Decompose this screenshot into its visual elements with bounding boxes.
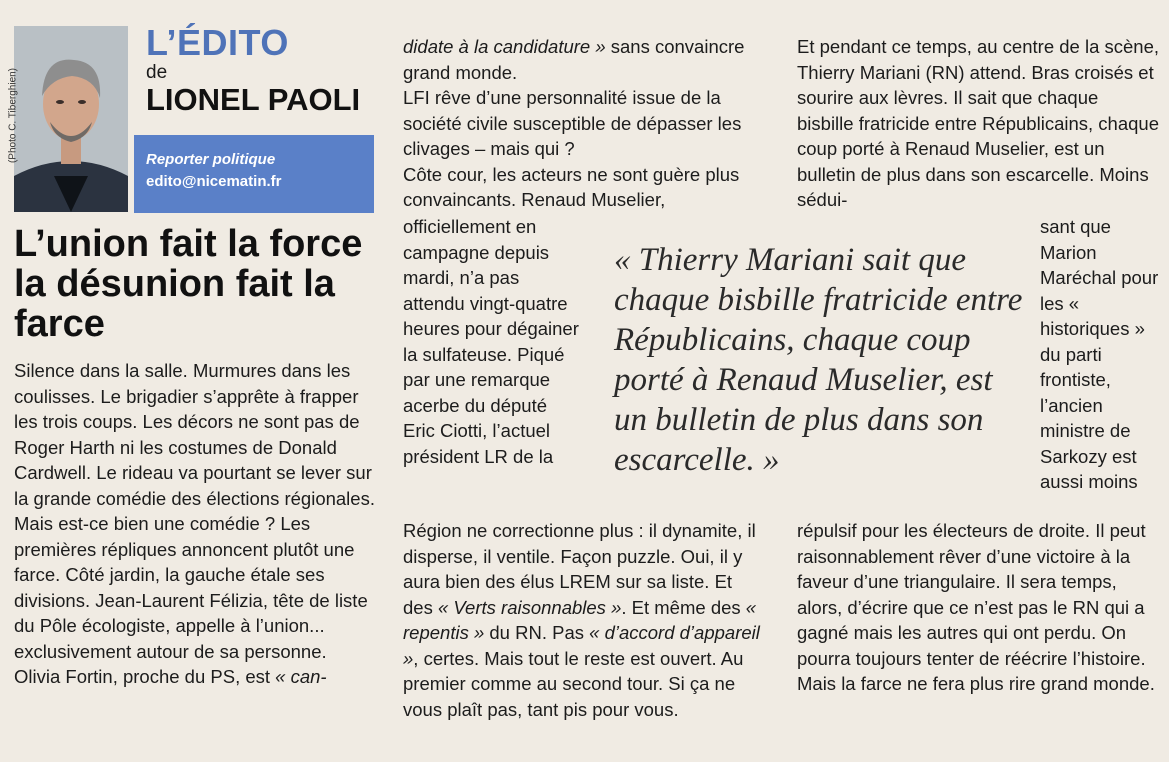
col2-p4-c: du RN. Pas — [484, 622, 590, 643]
col1-paragraph-1: Silence dans la salle. Murmures dans les coulisses. Le brigadier s’apprête à frapper les trois coups. Les décors ne sont pas de Roger Harth ni les costumes de Donald Cardwell. Le rideau va pourtant se lever sur la grande comédie des élections régionales. Mais est-ce bien une comédie ? Les premières répliques annoncent plutôt une farce. Côté jardin, la gauche étale ses divisions. Jean-Laurent Félizia, tête de liste du Pôle écologiste, appelle à l’union... exclusivement autour de sa personne. — [14, 360, 375, 662]
article-headline: L’union fait la force la désunion fait la farce — [14, 223, 363, 345]
section-title: L’ÉDITO — [146, 22, 289, 63]
col1-p2-text: Olivia Fortin, proche du PS, est — [14, 666, 276, 687]
col2-p4-b: . Et même des — [621, 596, 746, 618]
author-role: Reporter politique — [146, 151, 276, 168]
col2-p4-a: Région ne correctionne plus : il dynamite, il disperse, il ventile. Façon puzzle. Oui, il y aura bien des élus LREM sur sa liste. Et des — [403, 520, 756, 618]
col2-p4-d: , certes. Mais tout le reste est ouvert. Au premier comme au second tour. Si ça ne vous plaît pas, tant pis pour vous. — [403, 647, 744, 720]
author-name: LIONEL PAOLI — [146, 82, 361, 117]
col3-bottom-text: répulsif pour les électeurs de droite. Il peut raisonnablement rêver d’une victoire à la faveur d’une triangulaire. Il sera temps, alors, d’écrire que ce n’est pas le RN qui a gagné mais les autres qui ont perdu. On pourra toujours tenter de réécrire l’histoire. Mais la farce ne fera plus rire grand monde. — [797, 520, 1155, 694]
col2-narrow-text: officiellement en campagne depuis mardi, n’a pas attendu vingt-quatre heures pour dégainer la sulfateuse. Piqué par une remarque acerbe du député Eric Ciotti, l’actuel président LR de la — [403, 216, 579, 467]
col3-narrow-text: sant que Marion Maréchal pour les « historiques » du parti frontiste, l’ancien ministre de Sarkozy est aussi moins — [1040, 216, 1159, 492]
column-3-bottom — [797, 518, 1159, 697]
byline-de: de — [146, 62, 168, 83]
col2-line-1 — [403, 34, 765, 85]
column-2-bottom — [403, 518, 765, 722]
column-2-narrow — [403, 214, 581, 520]
col2-text-1: sans convaincre grand monde. — [403, 36, 745, 83]
col1-paragraph-2 — [14, 664, 376, 690]
column-3-top — [797, 34, 1159, 213]
column-1 — [14, 358, 376, 690]
author-photo — [14, 26, 128, 212]
pull-quote: « Thierry Mariani sait que chaque bisbille fratricide entre Républicains, chaque coup porté à Renaud Muselier, est un bulletin de plus dans son escarcelle. » — [614, 242, 1023, 478]
col2-p4-quote-2: « repentis » — [403, 596, 757, 643]
col2-p4-quote-1: « Verts raisonnables » — [437, 596, 622, 618]
column-3-narrow — [1040, 214, 1162, 514]
author-info-box — [134, 135, 374, 213]
column-2-top — [403, 34, 765, 213]
portrait-image — [14, 26, 128, 212]
col2-paragraph-4 — [403, 518, 765, 722]
col2-p4-quote-3: « d’accord d’appareil » — [403, 622, 760, 669]
col1-p2-quote: « can- — [275, 666, 327, 687]
author-email[interactable]: edito@nicematin.fr — [146, 173, 282, 190]
col2-quote-1: didate à la candidature » — [403, 36, 606, 57]
col3-top-text: Et pendant ce temps, au centre de la scène, Thierry Mariani (RN) attend. Bras croisés et sourire aux lèvres. Il sait que chaque bisbille fratricide entre Républicains, chaque coup porté à Renaud Muselier, est un bulletin de plus dans son escarcelle. Moins sédui- — [797, 36, 1160, 210]
col2-paragraph-2: LFI rêve d’une personnalité issue de la société civile susceptible de dépasser les clivages – mais qui ? — [403, 87, 742, 159]
col2-paragraph-3: Côte cour, les acteurs ne sont guère plus convaincants. Renaud Muselier, — [403, 163, 740, 210]
photo-credit: (Photo C. Tiberghien) — [7, 67, 19, 164]
